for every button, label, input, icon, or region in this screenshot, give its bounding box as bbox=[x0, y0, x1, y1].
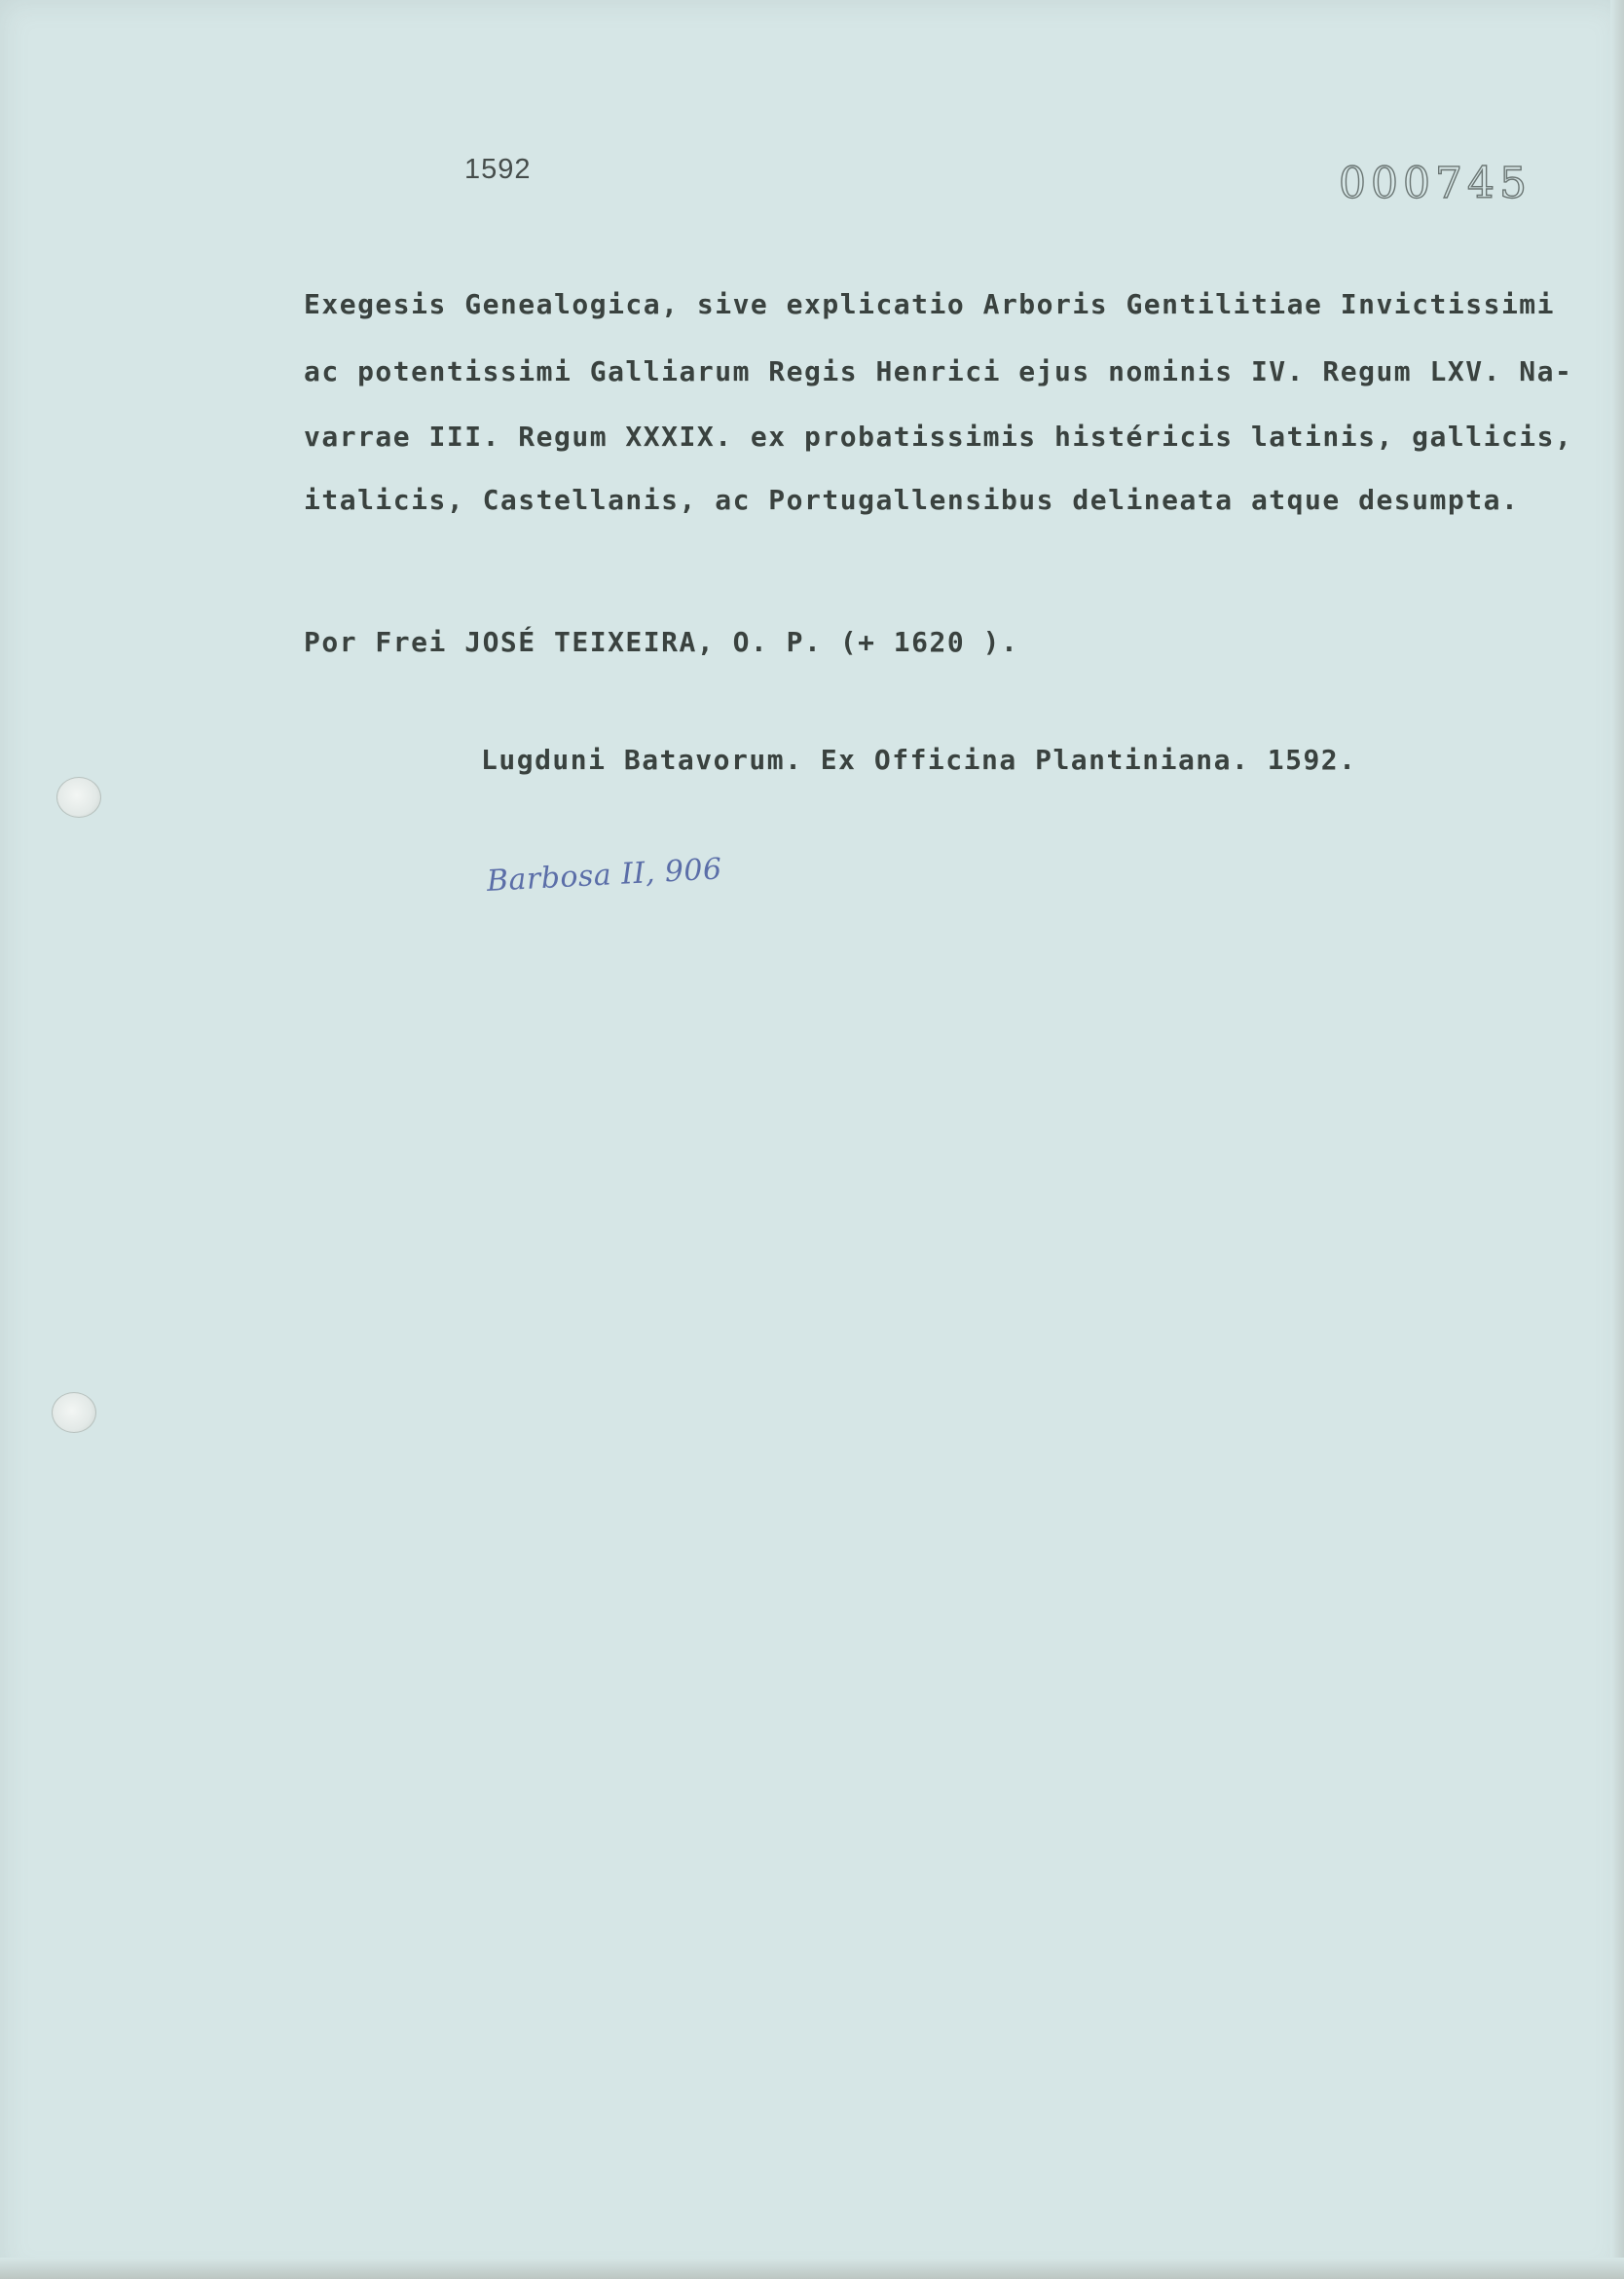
punch-hole-upper bbox=[56, 777, 101, 818]
card-bottom-edge bbox=[0, 2258, 1624, 2279]
punch-hole-lower bbox=[52, 1392, 96, 1433]
title-line-1: Exegesis Genealogica, sive explicatio Arboris Gentilitiae Invictissimi bbox=[304, 288, 1556, 320]
title-line-4: italicis, Castellanis, ac Portugallensibus delineata atque desumpta. bbox=[304, 484, 1520, 516]
author-line: Por Frei JOSÉ TEIXEIRA, O. P. (+ 1620 ). bbox=[304, 626, 1019, 658]
stamped-number: 000745 bbox=[1339, 159, 1532, 208]
card-right-edge bbox=[1610, 0, 1624, 2279]
title-line-3: varrae III. Regum XXXIX. ex probatissimis histéricis latinis, gallicis, bbox=[304, 421, 1573, 453]
imprint-line: Lugduni Batavorum. Ex Officina Plantiniana. 1592. bbox=[481, 744, 1357, 776]
year-heading: 1592 bbox=[464, 154, 532, 185]
title-line-2: ac potentissimi Galliarum Regis Henrici ejus nominis IV. Regum LXV. Na- bbox=[304, 355, 1573, 387]
handwritten-reference: Barbosa II, 906 bbox=[486, 852, 723, 899]
